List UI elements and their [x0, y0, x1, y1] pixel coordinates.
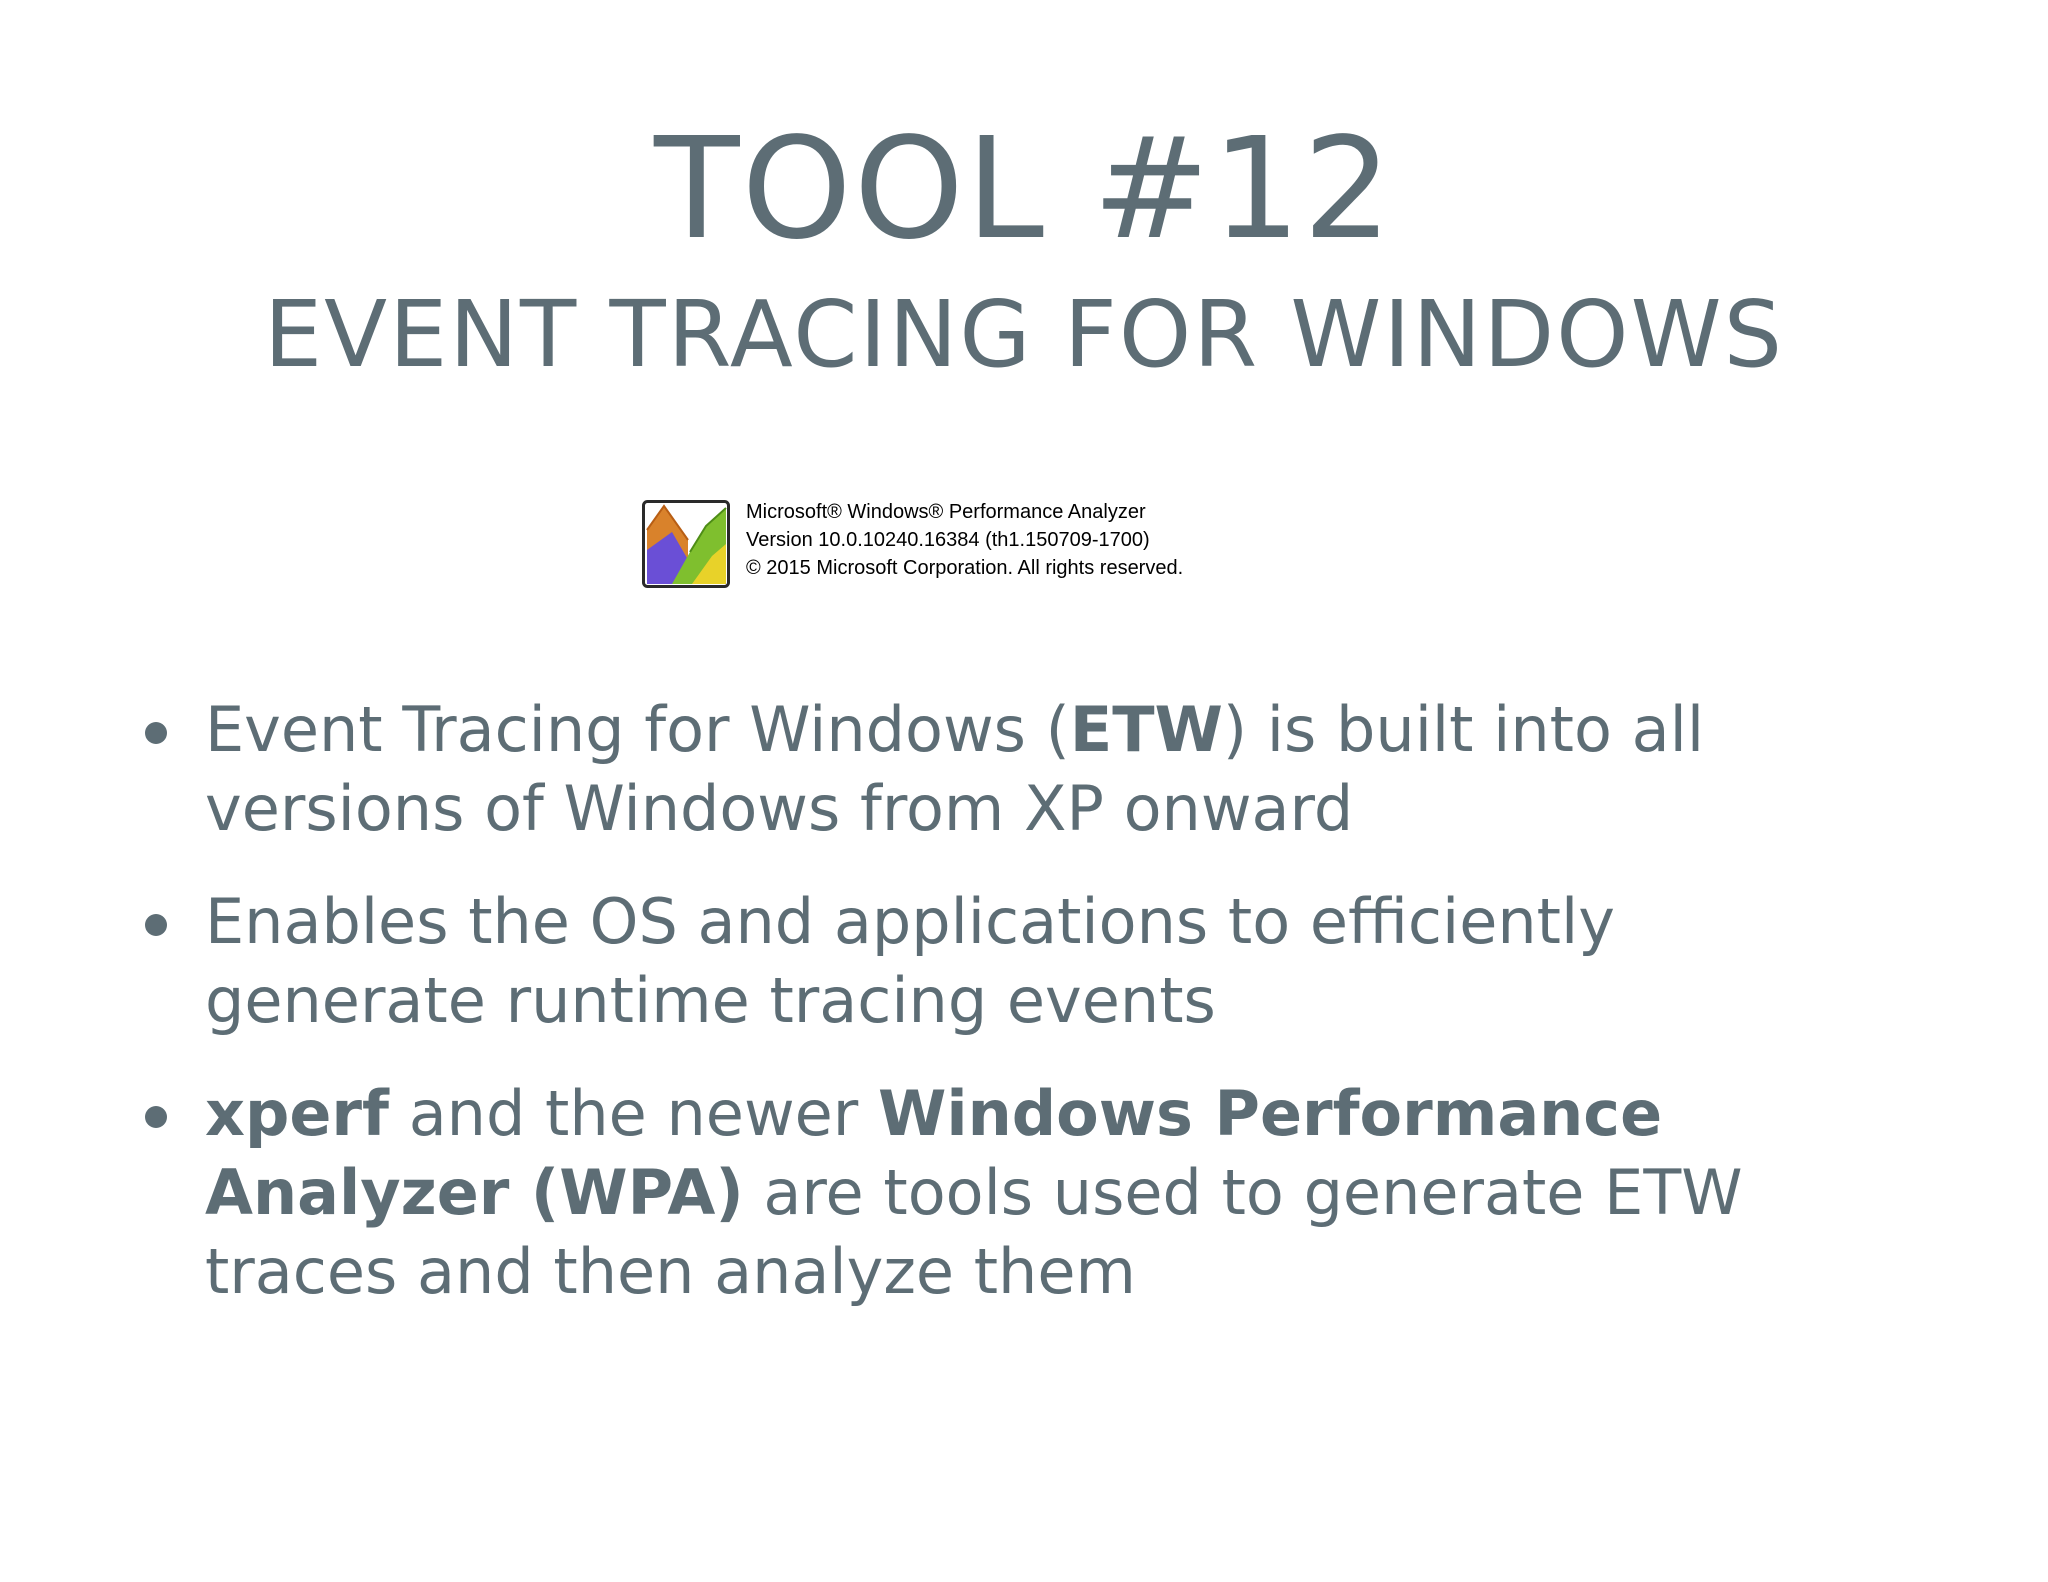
bullet-text: are tools used to generate ETW traces and then analyze them [205, 1156, 1743, 1308]
bullet-dot-icon [145, 914, 167, 936]
bullet-list [145, 690, 1885, 1345]
slide-subtitle: EVENT TRACING FOR WINDOWS [264, 281, 1784, 388]
bullet-dot-icon [145, 722, 167, 744]
bullet-bold-text: xperf [205, 1077, 389, 1150]
bullet-bold-text: ETW [1069, 693, 1223, 766]
slide-title: TOOL #12 [654, 108, 1394, 271]
wpa-logo-icon [642, 500, 730, 588]
about-line-product: Microsoft® Windows® Performance Analyzer [746, 501, 1146, 523]
bullet-dot-icon [145, 1106, 167, 1128]
bullet-text: Enables the OS and applications to efficiently generate runtime tracing events [205, 885, 1615, 1037]
bullet-item [145, 882, 1885, 1040]
wpa-about-box [642, 498, 1282, 590]
bullet-text: Event Tracing for Windows ( [205, 693, 1070, 766]
about-line-version: Version 10.0.10240.16384 (th1.150709-1700) [746, 529, 1150, 551]
wpa-about-text [746, 498, 1183, 582]
bullet-text: ) is built into all versions of Windows from XP onward [205, 693, 1705, 845]
about-line-copyright: © 2015 Microsoft Corporation. All rights reserved. [746, 557, 1184, 579]
bullet-item [145, 1074, 1885, 1311]
bullet-text: and the newer [388, 1077, 878, 1150]
bullet-bold-text: Windows Performance Analyzer (WPA) [205, 1077, 1663, 1229]
bullet-item [145, 690, 1885, 848]
